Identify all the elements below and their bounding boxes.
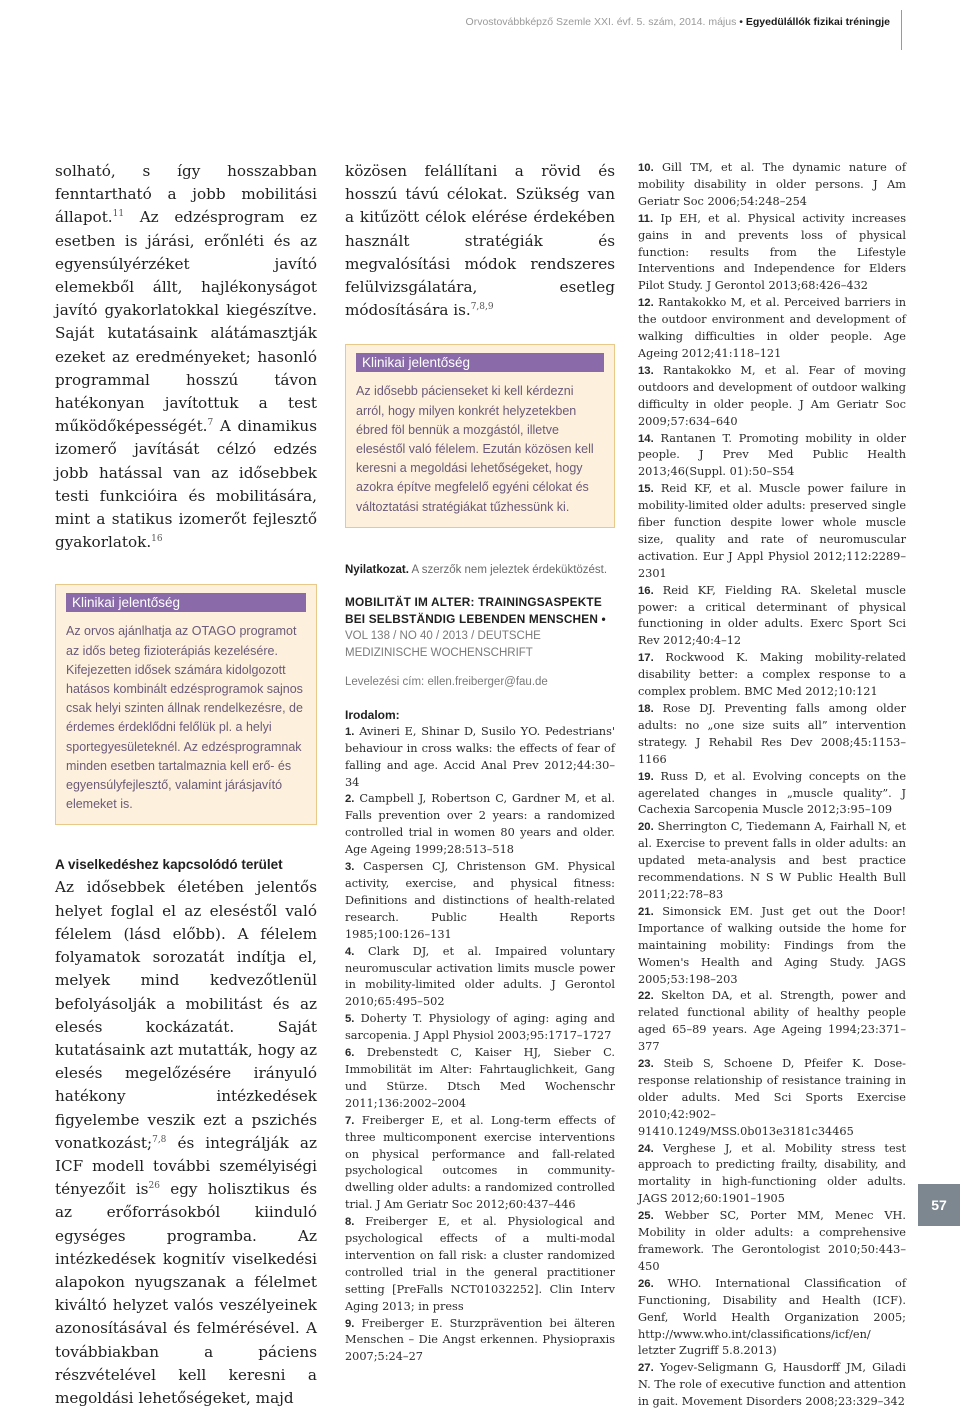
text-span: közösen felállítani a rövid és hosszú távú célokat. Szükség van a kitűzött célok elérése érdekében használt stratégiák és megvalósítási módok rendszeres felülvizsgálatára, esetleg módosítására is. [345,162,615,320]
reference-number: 9. [345,1317,355,1330]
reference-item [638,904,906,989]
page-header [20,10,960,40]
header-bullet: • [739,16,743,28]
reference-item [345,1113,615,1214]
reference-number: 14. [638,432,654,445]
reference-item [638,211,906,296]
contact-address: Levelezési cím: ellen.freiberger@fau.de [345,675,548,688]
reference-item [638,988,906,1056]
reference-text: Sherrington C, Tiedemann A, Fairhall N, et al. Exercise to prevent falls in older adults: an updated meta-analysis and best practice recommendations. N S W Public Health Bull 2011;22:78–83 [638,820,906,901]
reference-item [345,1214,615,1315]
citation: 7,8,9 [470,302,494,313]
reference-item [638,481,906,582]
citation: 26 [148,1181,160,1192]
original-article-source: VOL 138 / NO 40 / 2013 / DEUTSCHE MEDIZINISCHE WOCHENSCHRIFT [345,629,541,659]
text-span: solható, s így hosszabban fenntartható a jobb mobilitási állapot. [55,162,317,227]
header-text [466,16,890,28]
reference-number: 16. [638,584,654,597]
box-title: Klinikai jelentőség [356,353,604,372]
clinical-significance-box [345,344,615,527]
reference-text: Reid KF, Fielding RA. Skeletal muscle power: a critical determinant of physical functioning in older adults. Exerc Sport Sci Rev 2012;40:4–12 [638,583,906,648]
reference-text: Yogev-Seligmann G, Hausdorff JM, Giladi N. The role of executive function and attention in gait. Movement Disorders 2008;23:329–342 [638,1361,906,1409]
reference-item [638,1208,906,1276]
reference-text: Freiberger E, et al. Physiological and psychological effects of a multi-modal intervention on fall risk: a cluster randomized controlled trial in the general practitioner setting [PreFalls NCT01032252]. Clin Interv Aging 2013; in press [345,1215,615,1313]
reference-number: 18. [638,703,654,715]
reference-text: Rose DJ. Preventing falls among older adults: no „one size suits all” intervention strategy. J Rehabil Res Dev 2008;45:1153–1166 [638,702,906,766]
reference-number: 20. [638,821,654,834]
reference-item [638,769,906,820]
reference-text: Rantanen T. Promoting mobility in older people. J Prev Med Public Health 2013;46(Suppl. 01):50–S54 [638,431,907,479]
reference-number: 27. [638,1362,654,1375]
reference-number: 22. [638,990,654,1003]
reference-item [638,1141,906,1209]
reference-item [345,944,615,1012]
body-paragraph-1 [55,160,317,554]
reference-number: 15. [638,483,654,496]
reference-text: Simonsick EM. Just get out the Door! Importance of walking outside the home for maintaining mobility: Findings from the Women's Health and Aging Study. JAGS 2005;53:198–203 [638,904,906,986]
reference-item [638,431,906,482]
citation: 7,8 [152,1134,167,1145]
reference-text: WHO. International Classification of Functioning, Disability and Health (ICF). Genf, World Health Organization 2005; http://www.who.int/classifications/icf/en/ letzter Zugriff 5.8.2013) [638,1276,907,1358]
reference-text: Russ D, et al. Evolving concepts on the agerelated changes in „muscle quality”. J Cachexia Sarcopenia Muscle 2012;3:95–109 [638,769,907,817]
column-middle [345,160,615,1366]
reference-text: Freiberger E, et al. Long-term effects of three multicomponent exercise interventions on physical performance and fall-related psychological outcomes in community-dwelling older adults: a randomized controlled trial. J Am Geriatr Soc 2012;60:437–446 [345,1113,615,1212]
reference-text: Rantakokko M, et al. Fear of moving outdoors and development of outdoor walking difficulty in older people. J Am Geriatr Soc 2009;57:634–640 [638,363,906,428]
text-span: A dinamikus izomerő javítását célzó edzés jobb hatással van az idősebbek testi funkcióira és mobilitására, mint a statikus izomerőt fejlesztő gyakorlatok. [55,417,317,552]
reference-number: 19. [638,770,654,783]
reference-item [345,791,615,859]
reference-number: 13. [638,364,654,377]
reference-item [638,701,906,769]
reference-item [638,650,906,701]
text-span: Az edzésprogram ez esetben is járási, erőnléti és az egyensúlyérzéket javító elemekből állt, hajlékonyságot javító gyakorlatokkal kiegészítve. Saját kutatásaink alátámasztják ezeket az eredményeket; hasonló programmal hosszú távon hatékonyan javítottuk a test működőképességét. [55,208,317,436]
reference-number: 17. [638,652,654,665]
reference-item [345,1316,615,1367]
reference-item [638,583,906,651]
reference-number: 6. [345,1047,355,1060]
box-text: Az idősebb pácienseket ki kell kérdezni arról, hogy milyen konkrét helyzetekben ébred föl bennük a mozgástól, illetve eleséstől való félelem. Ezután közösen kell keresni a megoldási lehetőségeket, hogy azokra építve megfelelő egyéni célokat és változtatási stratégiákat tűzhessünk ki. [356,384,594,514]
column-right [638,160,906,1411]
reference-text: Webber SC, Porter MM, Menec VH. Mobility in older adults: a comprehensive framework. The Gerontologist 2010;50:443–450 [638,1209,906,1273]
disclosure-text: A szerzők nem jeleztek érdeküktözést. [408,563,608,576]
reference-text: Ip EH, et al. Physical activity increases gains in and prevents loss of physical function: results from the Lifestyle Interventions and Independence for Elders Pilot Study. J Gerontol 2013;68:426–432 [638,211,907,293]
reference-number: 7. [345,1114,355,1127]
reference-number: 24. [638,1142,654,1155]
section-heading: A viselkedéshez kapcsolódó terület [55,857,283,873]
article-topic: Egyedülállók fizikai tréningje [745,16,890,28]
reference-text: Clark DJ, et al. Impaired voluntary neuromuscular activation limits muscle power in mobility-limited older adults. J Gerontol 2010;65:495–502 [345,944,615,1009]
references-list [638,160,906,1411]
text-span: és integrálják az ICF modell további személyiségi tényezőit is [55,1133,317,1199]
reference-item [345,724,615,792]
reference-number: 12. [638,297,654,310]
text-span: Az idősebbek életében jelentős helyet foglal el az eleséstől való félelem (lásd előbb). A félelem folyamatok sorozatát indítja el, melyek mind kedvezőtlenül befolyásolják a mobilitást és az elesés kockázatát. Saját kutatásaink azt mutatták, hogy az elesés megelőzésére irányuló hatékony intézkedések figyelembe veszik ezt a pszichés vonatkozást; [55,878,317,1152]
reference-text: Skelton DA, et al. Strength, power and related functional ability of healthy people aged 65–89 years. Age Ageing 1994;23:371–377 [638,989,906,1054]
reference-text: Avineri E, Shinar D, Susilo YO. Pedestrians' behaviour in cross walks: the effects of fear of falling and age. Accid Anal Prev 2012;44:30–34 [345,724,615,789]
header-divider [901,10,902,50]
reference-number: 4. [345,945,355,958]
references-list [345,724,615,1366]
reference-number: 25. [638,1210,654,1223]
reference-item [638,1276,906,1361]
citation: 11 [112,209,125,220]
reference-text: Rockwood K. Making mobility-related disability better: a complex response to a complex problem. BMC Med 2012;10:121 [638,651,906,699]
reference-item [345,859,615,944]
citation: 16 [151,534,163,545]
reference-text: Campbell J, Robertson C, Gardner M, et al. Falls prevention over 2 years: a randomized controlled trial in women 80 years and older. Age Ageing 1999;28:513–518 [345,792,615,857]
page-number: 57 [918,1184,960,1226]
reference-text: Verghese J, et al. Mobility stress test approach to predicting frailty, disability, and mortality in high-functioning older adults. JAGS 2012;60:1901–1905 [638,1141,906,1206]
reference-item [638,1360,906,1411]
box-title: Klinikai jelentőség [66,593,306,612]
original-article-title: MOBILITÄT IM ALTER: TRAININGSASPEKTE BEI SELBSTÄNDIG LEBENDEN MENSCHEN • [345,594,606,626]
reference-number: 26. [638,1277,654,1290]
reference-number: 5. [345,1013,355,1026]
reference-item [638,819,906,904]
body-paragraph-3 [345,160,615,322]
body-paragraph-2 [55,876,317,1410]
reference-text: Reid KF, et al. Muscle power failure in mobility-limited older adults: preserved single fiber function despite lower whole muscle size, quality and rate of neuromuscular activation. Eur J Appl Physiol 2012;112:2289–2301 [638,482,906,580]
citation: 7 [207,418,214,429]
reference-number: 2. [345,793,355,806]
reference-number: 11. [638,212,654,225]
column-left [55,160,317,1410]
text-span: egy holisztikus és az erőforrásokból kiinduló egységes programba. Az intézkedések kognitív viselkedési alapokon nyugszanak a félelmet kiváltó helyzet valós veszélyeinek azonosításával és felmérésével. A továbbiakban a páciens részvételével kell keresni a megoldási lehetőségeket, majd [55,1180,318,1407]
reference-item [638,160,906,211]
reference-item [345,1011,615,1045]
box-text: Az orvos ajánlhatja az OTAGO programot az idős beteg fizioterápiás kezelésére. Kifejezetten idősek számára kidolgozott hatásos kombinált edzésprogramok sajnos csak helyi szinten állnak rendelkezésre, de érdemes érdeklődni felőlük pl. a helyi sportegyesületeknél. Az edzésprogramnak minden esetben tartalmaznia kell erő- és egyensúlyfejlesztő, valamint járásjavító elemeket is. [66,624,303,812]
references-heading: Irodalom: [345,707,400,722]
reference-number: 21. [638,905,654,918]
reference-number: 1. [345,725,355,738]
reference-text: Gill TM, et al. The dynamic nature of mobility disability in older persons. J Am Geriatr Soc 2006;54:248–254 [638,161,907,208]
reference-text: Doherty T. Physiology of aging: aging and sarcopenia. J Appl Physiol 2003;95:1717–1727 [345,1012,616,1043]
reference-text: Rantakokko M, et al. Perceived barriers in the outdoor environment and development of walking difficulties in older people. Age Ageing 2012;41:118–121 [638,296,906,360]
clinical-significance-box [55,584,317,825]
reference-item [638,363,906,431]
reference-text: Freiberger E. Sturzprävention bei älteren Menschen – Die Angst erkennen. Physiopraxis 2007;5:24–27 [345,1316,616,1364]
reference-item [638,295,906,363]
reference-number: 10. [638,162,654,174]
reference-number: 3. [345,861,355,874]
disclosure [345,564,615,576]
reference-number: 23. [638,1058,654,1071]
reference-number: 8. [345,1216,355,1229]
reference-item [638,1056,906,1141]
reference-text: Drebenstedt C, Kaiser HJ, Sieber C. Immobilität im Alter: Fahrtauglichkeit, Gang und Stürze. Dtsch Med Wochenschr 2011;136:2002–2004 [345,1046,615,1110]
journal-name: Orvostovábbképző Szemle XXI. évf. 5. szám, 2014. május [465,16,737,28]
reference-item [345,1045,615,1113]
reference-text: Steib S, Schoene D, Pfeifer K. Dose-response relationship of resistance training in older adults. Med Sci Sports Exercise 2010;42:902–91410.1249/MSS.0b013e3181c34465 [638,1057,907,1138]
reference-text: Caspersen CJ, Christenson GM. Physical activity, exercise, and physical fitness: Definitions and distinctions of health-related research. Public Health Reports 1985;100:126–131 [345,860,615,941]
disclosure-label: Nyilatkozat. [345,563,409,576]
